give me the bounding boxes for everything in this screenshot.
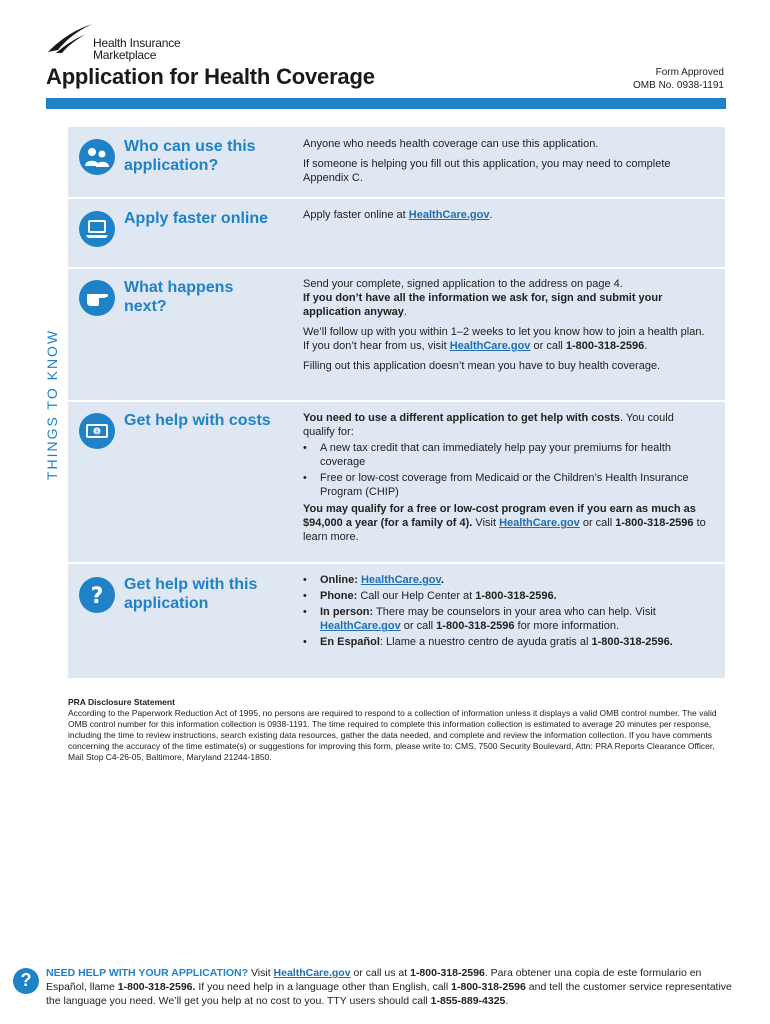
list-item-phone: • Phone: Call our Help Center at 1-800-318-2596. — [303, 589, 708, 603]
omb-number: OMB No. 0938-1191 — [633, 80, 724, 91]
card-text: You may qualify for a free or low-cost program even if you earn as much as $94,000 a year (for a family of 4). Visit HealthCare.gov or call 1-800-318-2596 to learn more. — [303, 503, 706, 543]
healthcare-gov-link[interactable]: HealthCare.gov — [273, 967, 351, 979]
pointing-hand-icon — [79, 280, 115, 316]
form-approval — [633, 66, 724, 92]
list-item-espanol: • En Español: Llame a nuestro centro de ayuda gratis al 1-800-318-2596. — [303, 635, 708, 649]
card-title: Who can use this application? — [124, 138, 256, 174]
money-icon — [79, 413, 115, 449]
card-body — [303, 573, 708, 651]
card-body — [303, 411, 708, 550]
pra-heading: PRA Disclosure Statement — [68, 697, 175, 707]
card-text: Send your complete, signed application to the address on page 4. If you don’t have all the information we ask for, sign and submit your application anyway. — [303, 278, 663, 318]
people-icon — [79, 139, 115, 175]
card-text: We’ll follow up with you within 1–2 weeks to let you know how to join a health plan. If you don’t hear from us, visit HealthCare.gov or call 1-800-318-2596. — [303, 326, 705, 352]
healthcare-gov-link[interactable]: HealthCare.gov — [408, 209, 490, 221]
help-options-list — [303, 573, 708, 649]
healthcare-gov-link[interactable]: HealthCare.gov — [320, 620, 401, 632]
healthcare-gov-link[interactable]: HealthCare.gov — [499, 517, 580, 529]
logo-line-1: Health Insurance — [93, 36, 181, 50]
card-title: What happens next? — [124, 279, 234, 315]
healthcare-gov-link[interactable]: HealthCare.gov — [449, 340, 531, 352]
card-title: Apply faster online — [124, 210, 269, 227]
logo-line-2: Marketplace — [93, 48, 157, 62]
pra-disclosure — [68, 697, 730, 763]
page-title: Application for Health Coverage — [46, 64, 375, 89]
card-text: Filling out this application doesn’t mean you have to buy health coverage. — [303, 360, 661, 372]
list-item-online: • Online: HealthCare.gov. — [303, 573, 708, 587]
card-title: Get help with costs — [124, 412, 271, 429]
laptop-icon — [79, 211, 115, 247]
card-body — [303, 208, 708, 228]
help-question-icon: ? — [13, 968, 39, 994]
healthcare-gov-link[interactable]: HealthCare.gov — [360, 574, 441, 586]
cost-options-list — [303, 441, 708, 499]
card-text: You need to use a different application to get help with costs. You could qualify for: — [303, 412, 674, 438]
svg-text:?: ? — [90, 584, 104, 609]
card-who-can-use — [68, 127, 725, 199]
header-rule — [46, 98, 726, 109]
card-title: Get help with this application — [124, 576, 258, 612]
card-text: Apply faster online at HealthCare.gov. — [303, 209, 493, 221]
card-what-happens-next — [68, 269, 725, 402]
card-help-with-application — [68, 564, 725, 680]
card-body — [303, 277, 708, 379]
footer-help-text: NEED HELP WITH YOUR APPLICATION? Visit HealthCare.gov or call us at 1-800-318-2596. Para obtener una copia de este formulario en Español, llame 1-800-318-2596. If you need help in a language other than English, call 1-800-318-2596 and tell the customer service representative the language you need. We’ll get you help at no cost to you. TTY users should call 1-855-889-4325. — [46, 967, 732, 1007]
pra-body: According to the Paperwork Reduction Act of 1995, no persons are required to respond to a collection of information unless it displays a valid OMB control number. The valid OMB control number for this information collection is 0938-1191. The time required to complete this information collection is estimated to average 20 minutes per response, including the time to review instructions, search existing data resources, gather the data needed, and complete and review the information collection. If you have comments concerning the accuracy of the time estimate(s) or suggestions for improving this form, please write to: CMS, 7500 Security Boulevard, Attn: PRA Reports Clearance Officer, Mail Stop C4-26-05, Baltimore, Maryland 21244-1850. — [68, 708, 717, 762]
list-item: • Free or low-cost coverage from Medicaid or the Children’s Health Insurance Program (CHIP) — [303, 471, 708, 499]
swoosh-logo-icon — [46, 22, 94, 54]
side-label: THINGS TO KNOW — [44, 328, 60, 480]
form-approved-label: Form Approved — [655, 67, 724, 78]
card-text: Anyone who needs health coverage can use this application. — [303, 138, 599, 150]
list-item: • A new tax credit that can immediately help pay your premiums for health coverage — [303, 441, 708, 469]
question-icon — [79, 577, 115, 613]
card-help-with-costs — [68, 402, 725, 564]
svg-text:$: $ — [95, 428, 99, 436]
card-body — [303, 137, 708, 191]
card-text: If someone is helping you fill out this application, you may need to complete Appendix C. — [303, 158, 671, 184]
list-item-in-person: • In person: There may be counselors in your area who can help. Visit HealthCare.gov or call 1-800-318-2596 for more information. — [303, 605, 708, 633]
marketplace-logo — [46, 22, 196, 64]
card-apply-online — [68, 199, 725, 269]
